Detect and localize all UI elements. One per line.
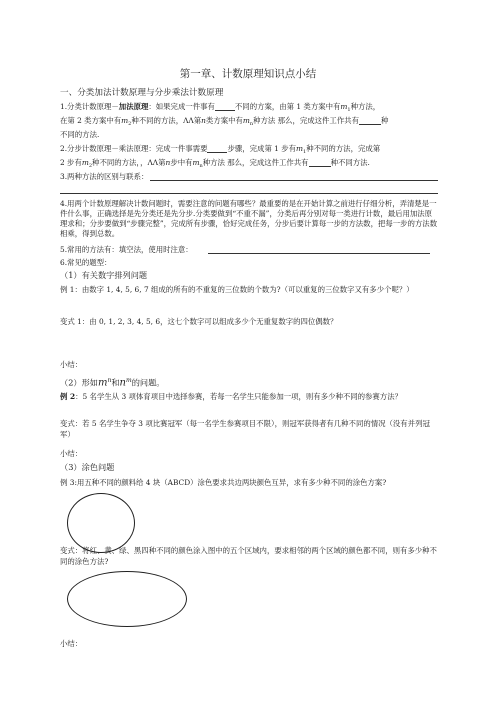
coloring-region-diagram bbox=[67, 493, 135, 553]
paragraph-4: 4.用两个计数原理解决计数问题时，需要注意的问题有哪些？最重要的是在开始计算之前进行仔细分析，弄清楚是一件什么事，正确选择是先分类还是先分步.分类要做到“不重不漏”，分类后再分别对每一类进行计数，最后用加法原理求和；分步要做到“步骤完整”，完成所有步骤，恰好完成任务，分步后要计算每一步的方法数，把每一步的方法数相乘，得到总数。 bbox=[60, 199, 438, 238]
example-1: 例 1：由数字 1, 4, 5, 6, 7 组成的所有的不重复的三位数的个数为?（可以重复的三位数字又有多少个呢？） bbox=[60, 285, 414, 294]
answer-line bbox=[208, 253, 430, 254]
paragraph-1-line-1: 1.分类计数原理－加法原理：如果完成一件事有 不同的方案，由第 1 类方案中有$m_1$种方法， bbox=[60, 102, 381, 113]
summary-3: 小结： bbox=[60, 639, 83, 648]
page-title: 第一章、计数原理知识点小结 bbox=[179, 68, 317, 80]
answer-line bbox=[60, 193, 438, 194]
example-2: 例 2：5 名学生从 3 项体育项目中选择参赛，若每一名学生只能参加一项，则有多少种不同的参赛方法？ bbox=[60, 392, 402, 401]
blank bbox=[359, 116, 381, 125]
blank bbox=[309, 158, 331, 167]
summary-2: 小结： bbox=[60, 449, 83, 458]
section-heading-1: 一、分类加法计数原理与分步乘法计数原理 bbox=[60, 88, 224, 98]
question-2-heading: （2）形如$m^n$和$n^m$的问题。 bbox=[60, 377, 165, 389]
variation-1: 变式 1：由 0, 1, 2, 3, 4, 5, 6，这七个数字可以组成多少个无重复数字的四位偶数？ bbox=[60, 317, 338, 326]
paragraph-3: 3.两种方法的区别与联系： bbox=[60, 172, 149, 181]
question-1-heading: （1）有关数字排列问题 bbox=[60, 270, 148, 280]
variation-2: 变式：若 5 名学生争夺 3 项比赛冠军（每一名学生参赛项目不限），则冠军获得者有几种不同的情况（没有并列冠军） bbox=[60, 419, 430, 439]
blank bbox=[207, 144, 227, 153]
paragraph-2-line-2: 2 步有$m_2$种不同的方法，，ΛΛ第n步中有$m_n$种方法 那么，完成这件工作共有 种不同方法. bbox=[60, 158, 370, 169]
paragraph-1-line-2: 在第 2 类方案中有$m_2$种不同的方法，ΛΛ第n类方案中有$m_n$种方法 那么，完成这件工作共有 种 bbox=[60, 116, 389, 127]
paragraph-6: 6.常见的题型： bbox=[60, 258, 112, 267]
answer-line bbox=[150, 180, 438, 181]
paragraph-2-line-1: 2.分步计数原理－乘法原理：完成一件事需要 步骤，完成第 1 步有$m_1$种不同的方法，完成第 bbox=[60, 144, 381, 155]
variation-3: 变式：将红、黄、绿、黑四种不同的颜色涂入图中的五个区域内，要求相邻的两个区域的颜色都不同，则有多少种不同的涂色方法? bbox=[60, 546, 437, 566]
paragraph-1-line-3: 不同的方法. bbox=[60, 130, 100, 139]
question-3-heading: （3）涂色问题 bbox=[60, 462, 115, 472]
coloring-region-diagram bbox=[67, 571, 187, 627]
example-3: 例 3:用五种不同的颜料给 4 块（ABCD）涂色要求共边两块颜色互异，求有多少种不同的涂色方案? bbox=[60, 478, 387, 487]
summary-1: 小结： bbox=[60, 360, 83, 369]
addition-principle-term: 加法原理 bbox=[118, 102, 149, 111]
blank bbox=[215, 102, 235, 111]
paragraph-5: 5.常用的方法有：填空法，使用时注意： bbox=[60, 245, 193, 254]
